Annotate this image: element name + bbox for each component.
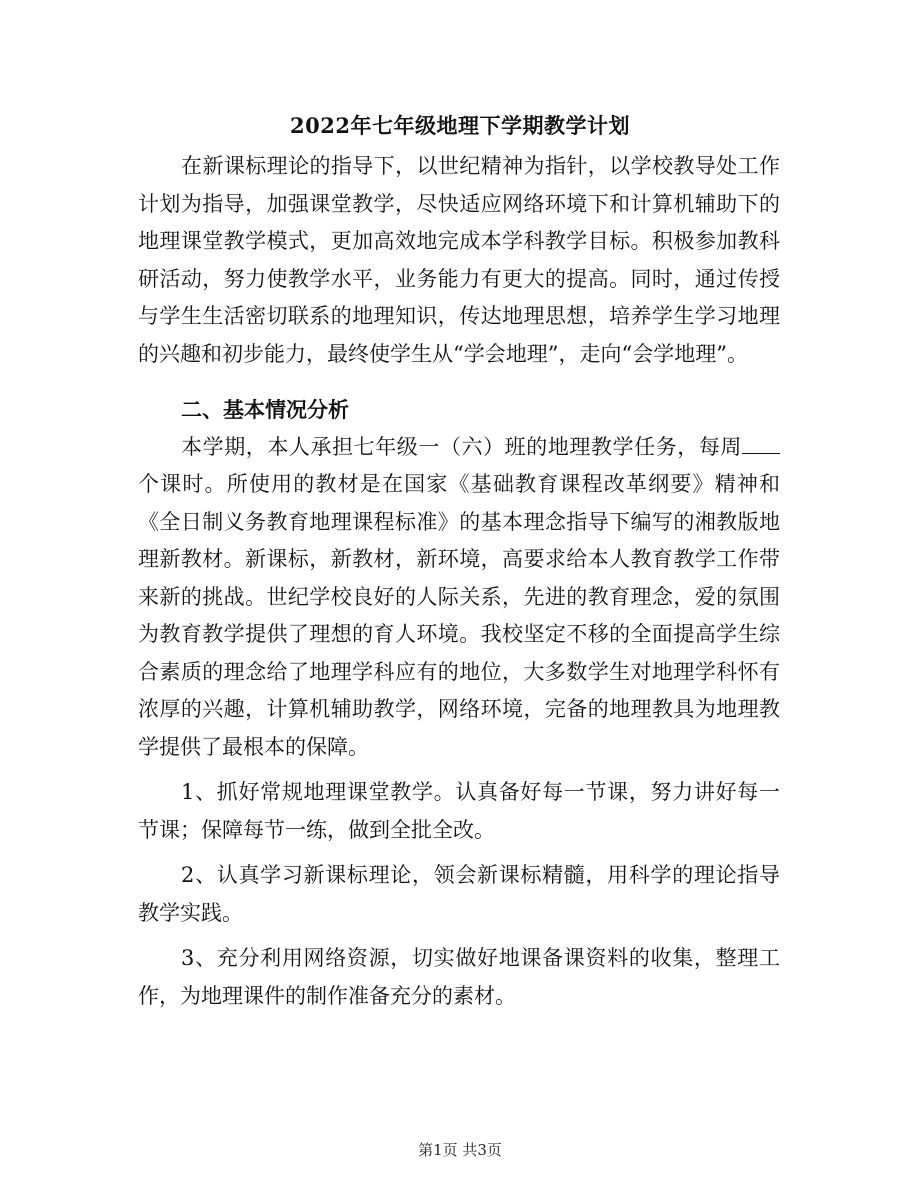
document-body (138, 148, 780, 1015)
blank-fill-line (742, 435, 780, 454)
analysis-text-part1: 本学期，本人承担七年级一（六）班的地理教学任务，每周 (181, 434, 742, 459)
page-footer: 第1页 共3页 (418, 1141, 502, 1159)
analysis-paragraph (138, 429, 780, 767)
intro-paragraph: 在新课标理论的指导下，以世纪精神为指针，以学校教导处工作计划为指导，加强课堂教学，尽快适应网络环境下和计算机辅助下的地理课堂教学模式，更加高效地完成本学科教学目标。积极参加教科研活动，努力使教学水平，业务能力有更大的提高。同时，通过传授与学生生活密切联系的地理知识，传达地理思想，培养学生学习地理的兴趣和初步能力，最终使学生从“学会地理”，走向“会学地理”。 (138, 154, 780, 366)
document-title: 2022年七年级地理下学期教学计划 (290, 113, 630, 138)
analysis-text-part2: 个课时。所使用的教材是在国家《基础教育课程改革纲要》精神和《全日制义务教育地理课程标准》的基本理念指导下编写的湘教版地理新教材。新课标，新教材，新环境，高要求给本人教育教学工作带来新的挑战。世纪学校良好的人际关系，先进的教育理念，爱的氛围为教育教学提供了理想的育人环境。我校坚定不移的全面提高学生综合素质的理念给了地理学科应有的地位，大多数学生对地理学科怀有浓厚的兴趣，计算机辅助教学，网络环境，完备的地理教具为地理教学提供了最根本的保障。 (138, 472, 780, 759)
section-heading: 二、基本情况分析 (181, 397, 350, 422)
list-item-2: 2、认真学习新课标理论，领会新课标精髓，用科学的理论指导教学实践。 (138, 863, 780, 925)
list-item-1: 1、抓好常规地理课堂教学。认真备好每一节课，努力讲好每一节课；保障每节一练，做到全批全改。 (138, 780, 780, 842)
list-item-3: 3、充分利用网络资源，切实做好地课备课资料的收集，整理工作，为地理课件的制作准备充分的素材。 (138, 946, 780, 1008)
